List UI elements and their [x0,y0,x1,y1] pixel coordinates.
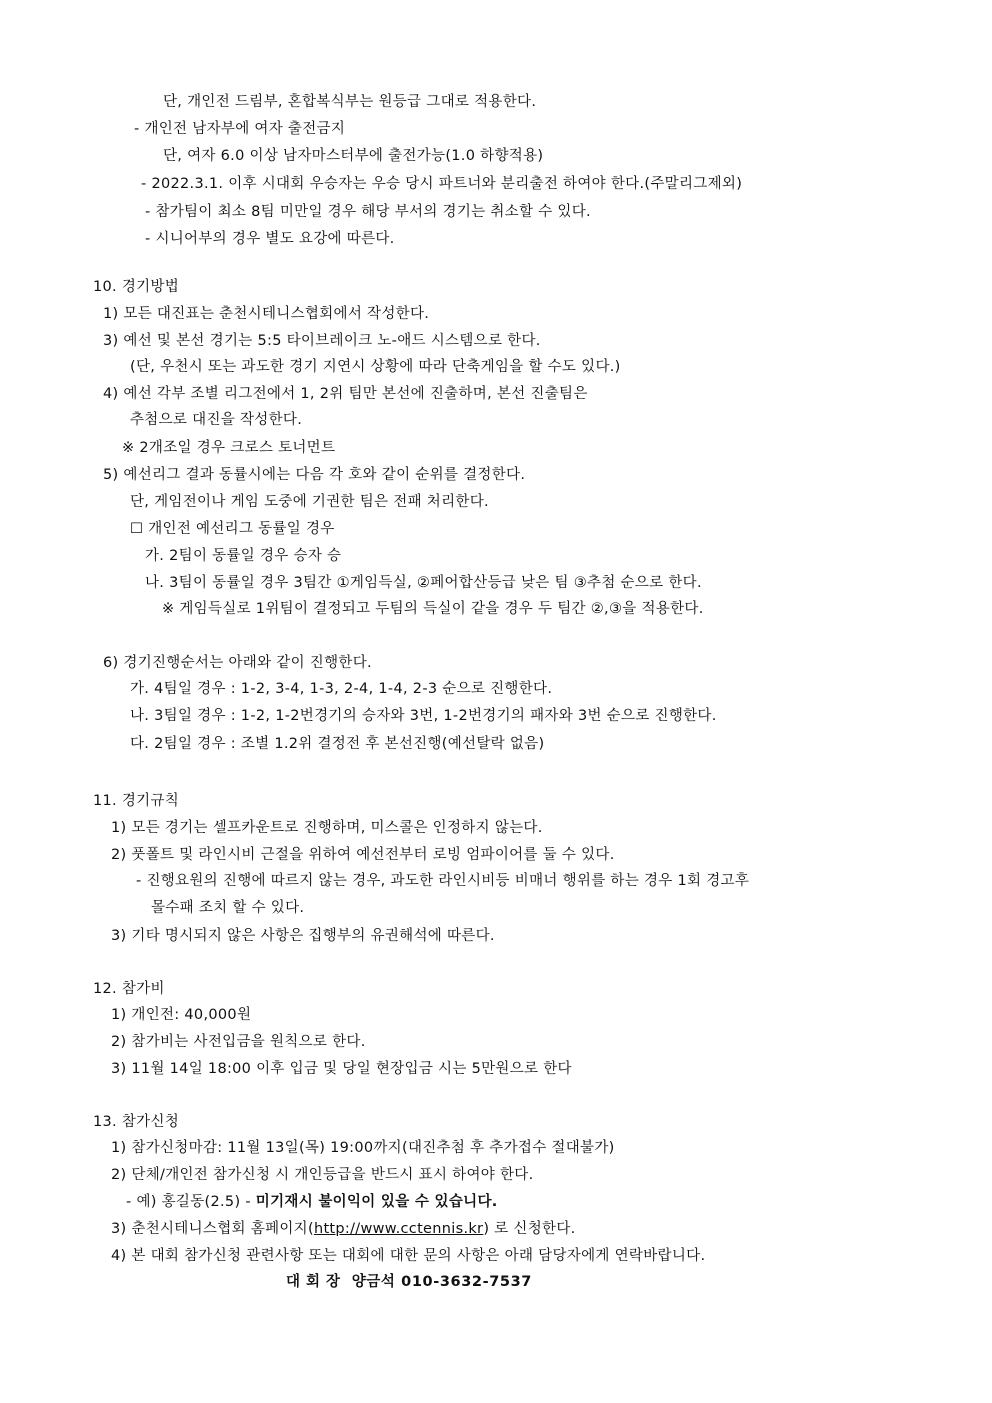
contact-line [286,1272,532,1292]
eligibility-men-division-rule: - 개인전 남자부에 여자 출전금지 [134,121,346,137]
application-item-4: 4) 본 대회 참가신청 관련사항 또는 대회에 대한 문의 사항은 아래 담당자에게 연락바랍니다. [111,1248,706,1264]
application-item-2-example [126,1192,498,1212]
match-method-item-5-cont: 단, 게임전이나 게임 도중에 기권한 팀은 전패 처리한다. [130,494,489,510]
warning-text: 미기재시 불이익이 있을 수 있습니다. [255,1194,498,1210]
fee-item-1: 1) 개인전: 40,000원 [111,1007,252,1023]
match-method-item-5-a: 가. 2팀이 동률일 경우 승자 승 [145,548,342,564]
section-11-heading: 11. 경기규칙 [93,793,180,809]
fee-item-3: 3) 11월 14일 18:00 이후 입금 및 당일 현장입금 시는 5만원으로 한다 [111,1061,572,1077]
match-rule-item-1: 1) 모든 경기는 셀프카운트로 진행하며, 미스콜은 인정하지 않는다. [111,820,543,836]
example-text: - 예) 홍길동(2.5) - [126,1194,251,1210]
section-12-heading: 12. 참가비 [93,981,165,997]
match-order-4-teams: 가. 4팀일 경우 : 1-2, 3-4, 1-3, 2-4, 1-4, 2-3 순으로 진행한다. [130,681,553,697]
homepage-link[interactable]: http://www.cctennis.kr [313,1221,484,1237]
match-method-item-5-box: ☐ 개인전 예선리그 동률일 경우 [130,521,335,537]
eligibility-min-teams-rule: - 참가팀이 최소 8팀 미만일 경우 해당 부서의 경기는 취소할 수 있다. [145,204,591,220]
application-item-2: 2) 단체/개인전 참가신청 시 개인등급을 반드시 표시 하여야 한다. [111,1167,534,1183]
match-method-item-4-cont: 추첨으로 대진을 작성한다. [130,412,303,428]
match-method-item-3-note: (단, 우천시 또는 과도한 경기 지연시 상황에 따라 단축게임을 할 수도 있다.) [130,359,621,375]
eligibility-note-dream-mixed: 단, 개인전 드림부, 혼합복식부는 원등급 그대로 적용한다. [163,94,537,110]
match-method-item-1: 1) 모든 대진표는 춘천시테니스협회에서 작성한다. [103,306,430,322]
application-item-1: 1) 참가신청마감: 11월 13일(목) 19:00까지(대진추첨 후 추가접수 절대불가) [111,1140,615,1156]
contact-phone: 010-3632-7537 [401,1274,532,1290]
match-order-2-teams: 다. 2팀일 경우 : 조별 1.2위 결정전 후 본선진행(예선탈락 없음) [130,736,545,752]
contact-title: 대회장 [286,1274,347,1290]
match-rule-item-2-note-cont: 몰수패 조치 할 수 있다. [151,900,305,916]
match-method-item-4: 4) 예선 각부 조별 리그전에서 1, 2위 팀만 본선에 진출하며, 본선 진출팀은 [103,386,588,402]
match-rule-item-2: 2) 풋폴트 및 라인시비 근절을 위하여 예선전부터 로빙 엄파이어를 둘 수 있다. [111,847,615,863]
match-method-item-6: 6) 경기진행순서는 아래와 같이 진행한다. [103,655,372,671]
match-order-3-teams: 나. 3팀일 경우 : 1-2, 1-2번경기의 승자와 3번, 1-2번경기의 패자와 3번 순으로 진행한다. [130,708,717,724]
fee-item-2: 2) 참가비는 사전입금을 원칙으로 한다. [111,1034,366,1050]
eligibility-senior-rule: - 시니어부의 경우 별도 요강에 따른다. [145,231,395,247]
contact-name: 양금석 [351,1274,396,1290]
application-item-3 [111,1219,576,1239]
section-13-heading: 13. 참가신청 [93,1114,180,1130]
application-item-3-prefix: 3) 춘천시테니스협회 홈페이지( [111,1221,314,1237]
match-method-item-5-b: 나. 3팀이 동률일 경우 3팀간 ①게임득실, ②페어합산등급 낮은 팀 ③추첨 순으로 한다. [145,575,702,591]
section-10-heading: 10. 경기방법 [93,279,180,295]
match-method-item-5: 5) 예선리그 결과 동률시에는 다음 각 호와 같이 순위를 결정한다. [103,467,526,483]
match-method-item-4-note: ※ 2개조일 경우 크로스 토너먼트 [122,440,336,456]
match-method-item-5-b-note: ※ 게임득실로 1위팀이 결정되고 두팀의 득실이 같을 경우 두 팀간 ②,③을 적용한다. [162,601,704,617]
eligibility-previous-winner-rule: - 2022.3.1. 이후 시대회 우승자는 우승 당시 파트너와 분리출전 하여야 한다.(주말리그제외) [141,176,743,192]
application-item-3-suffix: ) 로 신청한다. [483,1221,576,1237]
match-rule-item-2-note: - 진행요원의 진행에 따르지 않는 경우, 과도한 라인시비등 비매너 행위를 하는 경우 1회 경고후 [136,873,750,889]
match-rule-item-3: 3) 기타 명시되지 않은 사항은 집행부의 유권해석에 따른다. [111,928,495,944]
eligibility-women-exception: 단, 여자 6.0 이상 남자마스터부에 출전가능(1.0 하향적용) [163,148,544,164]
match-method-item-3: 3) 예선 및 본선 경기는 5:5 타이브레이크 노-애드 시스템으로 한다. [103,333,541,349]
